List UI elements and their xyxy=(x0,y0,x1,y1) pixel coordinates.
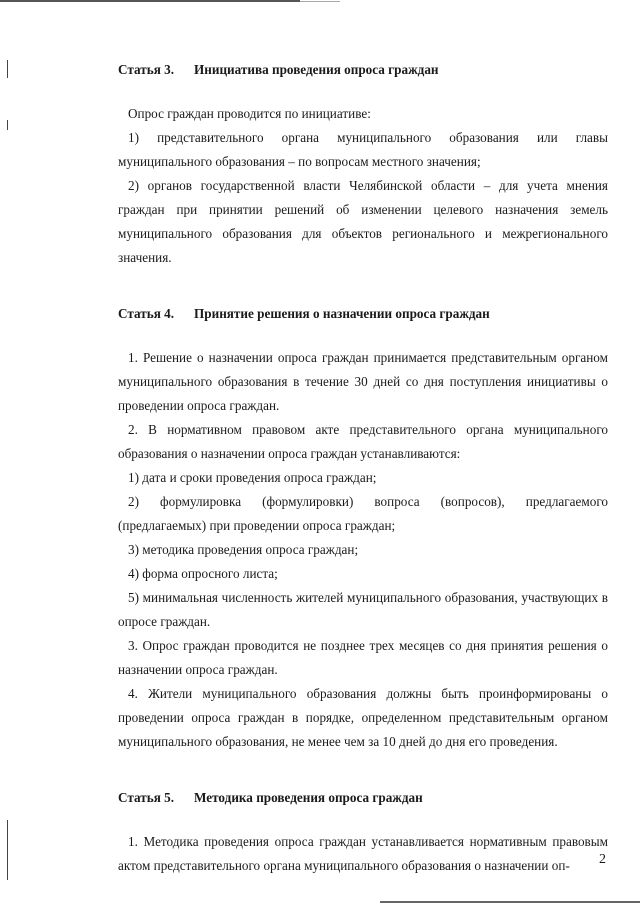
scan-artifact-left xyxy=(7,60,8,78)
article-4-paragraph: 2. В нормативном правовом акте представительного органа муниципального образования о назначении опроса граждан устанавливаются: xyxy=(118,422,608,461)
article-4-list-item: 2) формулировка (формулировки) вопроса (вопросов), предлагаемого (предлагаемых) при проведении опроса граждан; xyxy=(118,494,608,533)
scan-artifact-left xyxy=(7,120,8,130)
article-4-list-item: 4) форма опросного листа; xyxy=(128,566,278,581)
article-3-title: Инициатива проведения опроса граждан xyxy=(194,62,439,77)
article-4-paragraph: 4. Жители муниципального образования должны быть проинформированы о проведении опроса граждан в порядке, определенном представительным органом муниципального образования, не менее чем за 10 дней до дня его проведения. xyxy=(118,686,608,749)
article-4-number: Статья 4. xyxy=(118,306,175,321)
article-3-heading xyxy=(118,58,608,82)
article-3-number: Статья 3. xyxy=(118,62,175,77)
article-4-heading xyxy=(118,302,608,326)
scan-artifact-top-right xyxy=(300,1,340,2)
article-3-paragraph: 2) органов государственной власти Челябинской области – для учета мнения граждан при принятии решений об изменении целевого назначения земель муниципального образования для объектов регионального и межрегионального значения. xyxy=(118,178,608,265)
article-3-paragraph: Опрос граждан проводится по инициативе: xyxy=(128,106,371,121)
scan-artifact-top xyxy=(0,0,300,2)
scan-artifact-left xyxy=(7,820,8,880)
page-number: 2 xyxy=(599,852,606,867)
article-4-list-item: 5) минимальная численность жителей муниципального образования, участвующих в опросе граждан. xyxy=(118,590,608,629)
article-4-list-item: 1) дата и сроки проведения опроса граждан; xyxy=(128,470,377,485)
article-5-paragraph: 1. Методика проведения опроса граждан устанавливается нормативным правовым актом представительного органа муниципального образования о назначении оп- xyxy=(118,834,608,873)
article-4-title: Принятие решения о назначении опроса граждан xyxy=(194,306,490,321)
document-body xyxy=(118,58,608,878)
scan-artifact-bottom xyxy=(380,901,640,903)
article-4-paragraph: 3. Опрос граждан проводится не позднее трех месяцев со дня принятия решения о назначении опроса граждан. xyxy=(118,638,608,677)
article-5-number: Статья 5. xyxy=(118,790,175,805)
article-4-list-item: 3) методика проведения опроса граждан; xyxy=(128,542,359,557)
article-5-heading xyxy=(118,786,608,810)
article-5-title: Методика проведения опроса граждан xyxy=(194,790,423,805)
article-3-paragraph: 1) представительного органа муниципального образования или главы муниципального образования – по вопросам местного значения; xyxy=(118,130,608,169)
article-4-paragraph: 1. Решение о назначении опроса граждан принимается представительным органом муниципального образования в течение 30 дней со дня поступления инициативы о проведении опроса граждан. xyxy=(118,350,608,413)
